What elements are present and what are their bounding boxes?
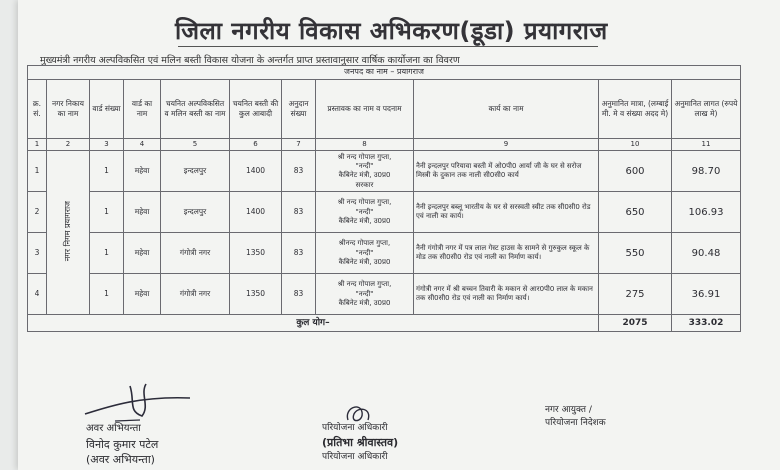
proposer-designation: कैबिनेट मंत्री, उ0प्र0 bbox=[338, 217, 391, 226]
cell-basti: गंगोत्री नगर bbox=[161, 274, 230, 315]
cell-work: गंगोत्री नगर में श्री बच्चन तिवारी के मकान से आर0पी0 लाल के मकान तक सी0सी0 रोड एवं नाली का निर्माण कार्य। bbox=[414, 274, 599, 315]
total-label: कुल योग– bbox=[28, 315, 599, 332]
table-row bbox=[28, 233, 741, 274]
cell-grant-no: 83 bbox=[282, 233, 316, 274]
col-number: 11 bbox=[672, 139, 741, 151]
col-number: 7 bbox=[282, 139, 316, 151]
cell-quantity: 550 bbox=[599, 233, 672, 274]
col-number: 2 bbox=[47, 139, 90, 151]
cell-ward-name: महेवा bbox=[124, 151, 161, 192]
cell-ward-name: महेवा bbox=[124, 274, 161, 315]
col-number: 8 bbox=[316, 139, 414, 151]
table-row bbox=[28, 274, 741, 315]
cell-grant-no: 83 bbox=[282, 192, 316, 233]
cell-sno: 2 bbox=[28, 192, 47, 233]
cell-sno: 3 bbox=[28, 233, 47, 274]
cell-basti: इन्दलपुर bbox=[161, 151, 230, 192]
cell-ward-name: महेवा bbox=[124, 233, 161, 274]
col-number: 4 bbox=[124, 139, 161, 151]
district-row bbox=[28, 66, 741, 80]
table-row bbox=[28, 192, 741, 233]
cell-population: 1400 bbox=[230, 192, 282, 233]
column-number-row bbox=[28, 139, 741, 151]
proposer-alias: "नन्दी" bbox=[355, 248, 374, 257]
cell-population: 1400 bbox=[230, 151, 282, 192]
cell-work: नैनी गंगोत्री नगर में पत्र लाल गेस्ट हाउस के सामने से गुरुकुल स्कूल के मोड तक सी0सी0 रोड एवं नाली का निर्माण कार्य। bbox=[414, 233, 599, 274]
header-row bbox=[28, 80, 741, 139]
cell-cost: 90.48 bbox=[672, 233, 741, 274]
col-header-nikay: नगर निकाय का नाम bbox=[47, 80, 90, 139]
cell-proposer bbox=[316, 233, 414, 274]
cell-population: 1350 bbox=[230, 233, 282, 274]
document-subtitle: मुख्यमंत्री नगरीय अल्पविकसित एवं मलिन बस्ती विकास योजना के अन्तर्गत प्राप्त प्रस्तावानुसार वार्षिक कार्योजना का विवरण bbox=[40, 55, 460, 66]
col-header-work: कार्य का नाम bbox=[414, 80, 599, 139]
cell-basti: गंगोत्री नगर bbox=[161, 233, 230, 274]
cell-cost: 106.93 bbox=[672, 192, 741, 233]
col-number: 9 bbox=[414, 139, 599, 151]
proposer-designation: कैबिनेट मंत्री, उ0प्र0 bbox=[338, 258, 391, 267]
district-label: जनपद का नाम – प्रयागराज bbox=[28, 66, 741, 80]
cell-ward-name: महेवा bbox=[124, 192, 161, 233]
col-number: 6 bbox=[230, 139, 282, 151]
commissioner-signature-block bbox=[545, 404, 606, 430]
cell-population: 1350 bbox=[230, 274, 282, 315]
proposer-name: श्री नन्द गोपाल गुप्ता, bbox=[337, 198, 392, 207]
proposer-designation: कैबिनेट मंत्री, उ0प्र0 bbox=[338, 171, 391, 180]
proposer-alias: "नन्दी" bbox=[355, 162, 374, 170]
cell-proposer bbox=[316, 274, 414, 315]
engineer-designation: (अवर अभियन्ता) bbox=[86, 453, 155, 467]
title-underline bbox=[178, 46, 598, 47]
cell-ward-no: 1 bbox=[90, 151, 124, 192]
cell-ward-no: 1 bbox=[90, 192, 124, 233]
cell-proposer bbox=[316, 151, 414, 192]
project-officer-title: परियोजना अधिकारी bbox=[322, 423, 388, 433]
cell-basti: इन्दलपुर bbox=[161, 192, 230, 233]
cell-cost: 36.91 bbox=[672, 274, 741, 315]
nagar-nikay-label: नगर निगम प्रयागराज bbox=[62, 201, 72, 262]
col-header-cost: अनुमानित लागत (रुपये लाख मे) bbox=[672, 80, 741, 139]
total-cost: 333.02 bbox=[672, 315, 741, 332]
col-header-quantity: अनुमानित मात्रा, (लम्बाई मी. मे व संख्या अदद मे) bbox=[599, 80, 672, 139]
col-number: 3 bbox=[90, 139, 124, 151]
cell-quantity: 275 bbox=[599, 274, 672, 315]
proposer-designation-extra: सरकार bbox=[355, 180, 374, 189]
col-header-basti: चयनित अल्पविकसित व मलिन बस्ती का नाम bbox=[161, 80, 230, 139]
col-header-population: चयनित बस्ती की कुल आबादी bbox=[230, 80, 282, 139]
engineer-signature-block bbox=[86, 422, 158, 468]
col-number: 10 bbox=[599, 139, 672, 151]
col-number: 1 bbox=[28, 139, 47, 151]
commissioner-designation: परियोजना निदेशक bbox=[545, 418, 606, 429]
project-officer-designation: परियोजना अधिकारी bbox=[322, 451, 388, 462]
table-row bbox=[28, 151, 741, 192]
project-officer-name: (प्रतिभा श्रीवास्तव) bbox=[322, 436, 399, 450]
action-plan-table bbox=[27, 65, 741, 332]
cell-grant-no: 83 bbox=[282, 274, 316, 315]
proposer-alias: "नन्दी" bbox=[355, 289, 374, 298]
cell-ward-no: 1 bbox=[90, 274, 124, 315]
col-header-sno: क्र. सं. bbox=[28, 80, 47, 139]
commissioner-title: नगर आयुक्त / bbox=[545, 405, 592, 415]
engineer-signature-mark bbox=[80, 376, 200, 426]
col-header-ward-no: वार्ड संख्या bbox=[90, 80, 124, 139]
cell-work: नैनी इन्दलपुर परियावा बस्ती में ओ0पी0 आर्या जी के घर से सरोज मिस्त्री के दुकान तक नाली सी0सी0 कार्य bbox=[414, 151, 599, 192]
engineer-title: अवर अभियन्ता bbox=[86, 423, 141, 434]
col-header-grant: अनुदान संख्या bbox=[282, 80, 316, 139]
col-header-ward-name: वार्ड का नाम bbox=[124, 80, 161, 139]
cell-cost: 98.70 bbox=[672, 151, 741, 192]
cell-ward-no: 1 bbox=[90, 233, 124, 274]
cell-sno: 4 bbox=[28, 274, 47, 315]
proposer-name: श्री नन्द गोपाल गुप्ता, bbox=[337, 280, 392, 289]
proposer-name: श्रीनन्द गोपाल गुप्ता, bbox=[338, 239, 391, 248]
cell-sno: 1 bbox=[28, 151, 47, 192]
cell-grant-no: 83 bbox=[282, 151, 316, 192]
proposer-designation: कैबिनेट मंत्री, उ0प्र0 bbox=[338, 299, 391, 308]
engineer-name: विनोद कुमार पटेल bbox=[86, 437, 159, 451]
cell-quantity: 650 bbox=[599, 192, 672, 233]
col-number: 5 bbox=[161, 139, 230, 151]
total-row bbox=[28, 315, 741, 332]
proposer-alias: "नन्दी" bbox=[355, 207, 374, 216]
document-title: जिला नगरीय विकास अभिकरण(डूडा) प्रयागराज bbox=[175, 17, 608, 45]
proposer-name: श्री नन्द गोपाल गुप्ता, bbox=[337, 152, 392, 161]
cell-nagar-nikay bbox=[47, 151, 90, 315]
cell-work: नैनी इन्दलपुर बब्लू भारतीय के घर से सरस्वती स्वीट तक सी0सी0 रोड एवं नाली का कार्य। bbox=[414, 192, 599, 233]
total-quantity: 2075 bbox=[599, 315, 672, 332]
cell-proposer bbox=[316, 192, 414, 233]
cell-quantity: 600 bbox=[599, 151, 672, 192]
col-header-proposer: प्रस्तावक का नाम व पदनाम bbox=[316, 80, 414, 139]
project-officer-signature-block bbox=[322, 422, 398, 464]
